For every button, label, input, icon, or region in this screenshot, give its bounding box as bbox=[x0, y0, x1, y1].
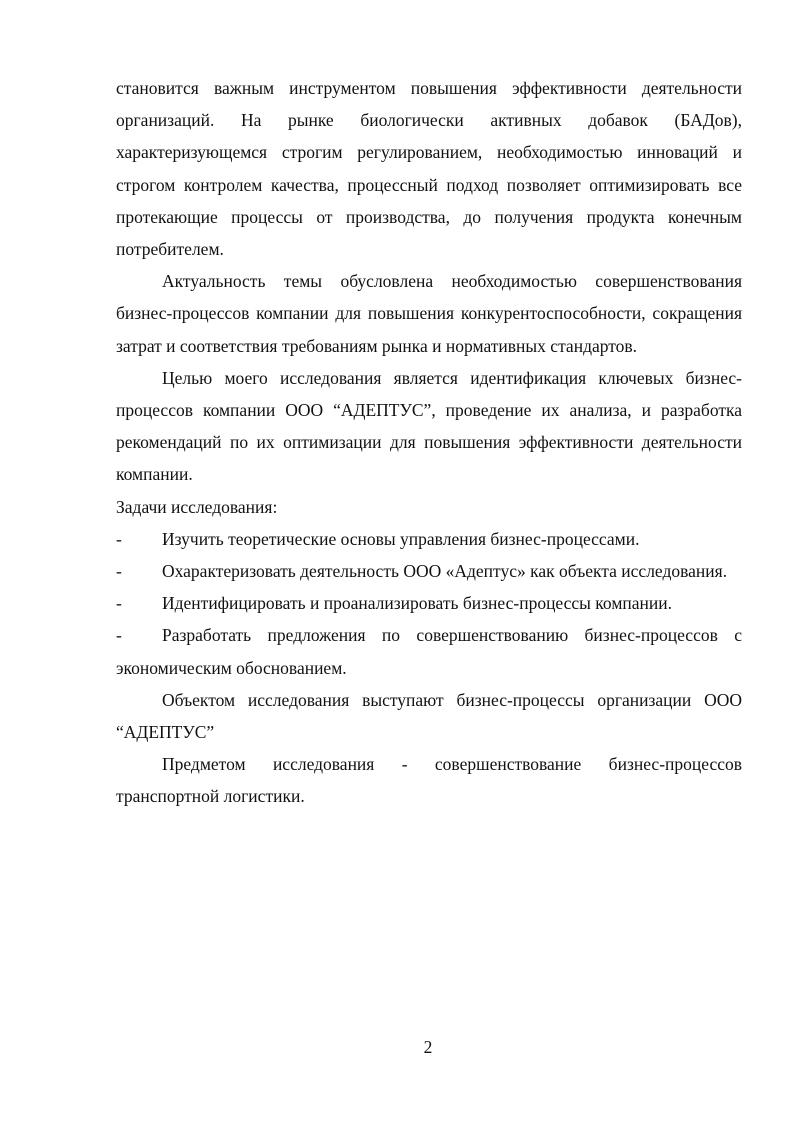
page-number: 2 bbox=[423, 1037, 433, 1057]
paragraph-intro: становится важным инструментом повышения эффективности деятельности организаций. На рынке биологически активных добавок (БАДов), характеризующемся строгим регулированием, необходимостью инноваций и строгом контролем качества, процессный подход позволяет оптимизировать все протекающие процессы от производства, до получения продукта конечным потребителем. bbox=[116, 78, 742, 260]
list-dash: - bbox=[116, 561, 122, 582]
paragraph-relevance: Актуальность темы обусловлена необходимостью совершенствования бизнес-процессов компании для повышения конкурентоспособности, сокращения затрат и соответствия требованиям рынка и нормативных стандартов. bbox=[116, 271, 742, 356]
list-item-text: Разработать предложения по совершенствованию бизнес-процессов с экономическим обоснованием. bbox=[116, 625, 742, 678]
paragraph-subject: Предметом исследования - совершенствование бизнес-процессов транспортной логистики. bbox=[116, 754, 742, 807]
paragraph-object: Объектом исследования выступают бизнес-процессы организации ООО “АДЕПТУС” bbox=[116, 689, 742, 743]
list-item bbox=[116, 619, 742, 683]
list-item bbox=[116, 555, 742, 587]
document-page bbox=[116, 72, 742, 813]
list-item-text: Идентифицировать и проанализировать бизнес-процессы компании. bbox=[162, 593, 673, 614]
tasks-heading: Задачи исследования: bbox=[116, 496, 278, 517]
list-dash: - bbox=[116, 625, 122, 646]
list-dash: - bbox=[116, 593, 122, 614]
list-dash: - bbox=[116, 528, 122, 549]
list-item-text: Охарактеризовать деятельность ООО «Адептус» как объекта исследования. bbox=[162, 561, 728, 582]
paragraph-goal: Целью моего исследования является идентификация ключевых бизнес-процессов компании ООО “АДЕПТУС”, проведение их анализа, и разработка рекомендаций по их оптимизации для повышения эффективности деятельности компании. bbox=[116, 367, 742, 485]
list-item bbox=[116, 523, 742, 555]
list-item bbox=[116, 587, 742, 619]
tasks-list bbox=[116, 523, 742, 684]
list-item-text: Изучить теоретические основы управления бизнес-процессами. bbox=[162, 528, 640, 549]
